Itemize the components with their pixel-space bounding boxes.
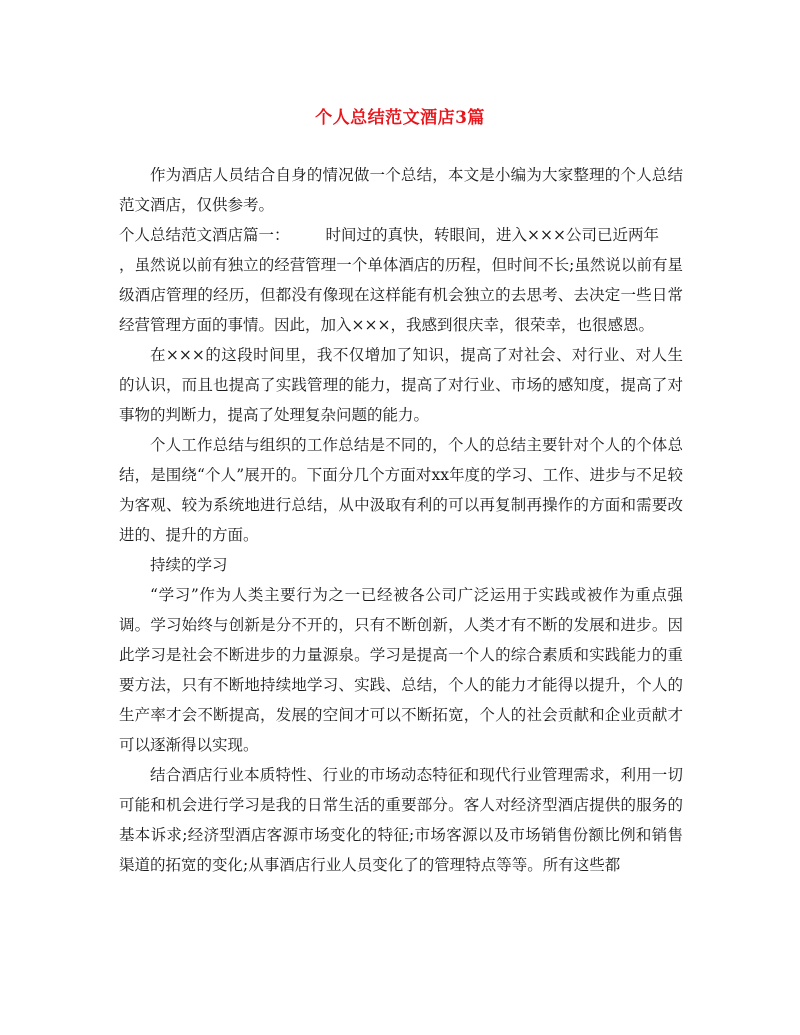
- intro-paragraph: 作为酒店人员结合自身的情况做一个总结，本文是小编为大家整理的个人总结范文酒店，仅供参考。: [119, 166, 683, 214]
- document-title: 个人总结范文酒店3篇: [315, 108, 485, 128]
- paragraph-5: 结合酒店行业本质特性、行业的市场动态特征和现代行业管理需求，利用一切可能和机会进行学习是我的日常生活的重要部分。客人对经济型酒店提供的服务的基本诉求;经济型酒店客源市场变化的特征;市场客源以及市场销售份额比例和销售渠道的拓宽的变化;从事酒店行业人员变化了的管理特点等等。所有这些都: [119, 766, 683, 874]
- paragraph-3: 个人工作总结与组织的工作总结是不同的，个人的总结主要针对个人的个体总结，是围绕“个人”展开的。下面分几个方面对xx年度的学习、工作、进步与不足较为客观、较为系统地进行总结，从中汲取有利的可以再复制再操作的方面和需要改进的、提升的方面。: [119, 436, 683, 544]
- paragraph-4: “学习”作为人类主要行为之一已经被各公司广泛运用于实践或被作为重点强调。学习始终与创新是分不开的，只有不断创新，人类才有不断的发展和进步。因此学习是社会不断进步的力量源泉。学习是提高一个人的综合素质和实践能力的重要方法，只有不断地持续地学习、实践、总结，个人的能力才能得以提升，个人的生产率才会不断提高，发展的空间才可以不断拓宽，个人的社会贡献和企业贡献才可以逐渐得以实现。: [119, 586, 683, 754]
- subheading-continuous-learning: 持续的学习: [150, 556, 228, 574]
- section-heading-line: [119, 220, 683, 250]
- document-body: [119, 160, 683, 880]
- paragraph-1-continued: ，虽然说以前有独立的经营管理一个单体酒店的历程，但时间不长;虽然说以前有星级酒店管理的经历，但都没有像现在这样能有机会独立的去思考、去决定一些日常经营管理方面的事情。因此，加入×××，我感到很庆幸，很荣幸，也很感恩。: [119, 256, 683, 334]
- paragraph-2: 在×××的这段时间里，我不仅增加了知识，提高了对社会、对行业、对人生的认识，而且也提高了实践管理的能力，提高了对行业、市场的感知度，提高了对事物的判断力，提高了处理复杂问题的能力。: [119, 346, 683, 424]
- section-gap: [290, 220, 326, 250]
- section-label: 个人总结范文酒店篇一：: [119, 226, 290, 244]
- section-first-line: 时间过的真快，转眼间，进入×××公司已近两年: [325, 226, 659, 244]
